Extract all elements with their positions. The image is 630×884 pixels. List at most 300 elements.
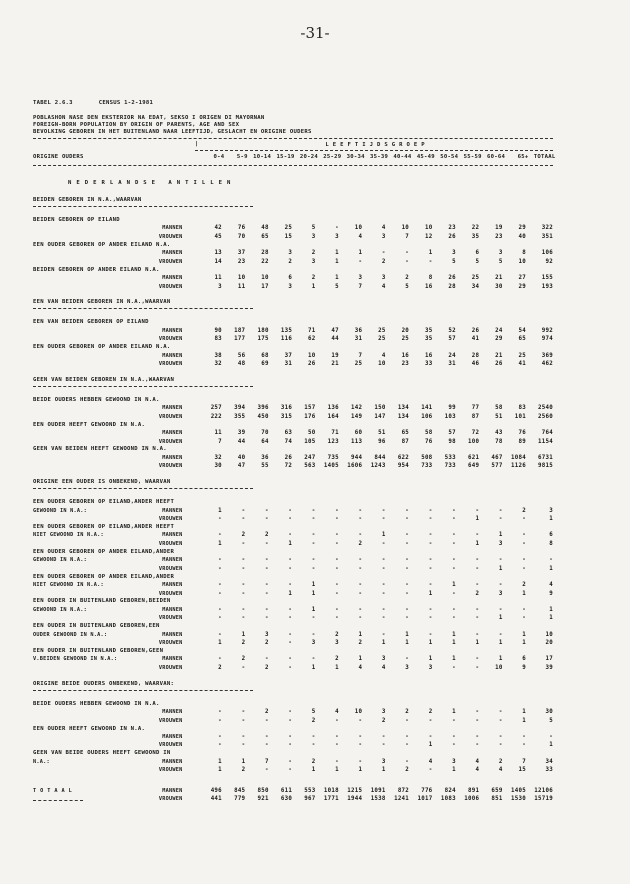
cell: - [335, 758, 339, 765]
table-row [33, 742, 553, 751]
column-header: 15-19 [276, 154, 295, 160]
cell: - [311, 541, 316, 548]
cell: 4 [381, 664, 386, 671]
sex-label: VROUWEN [158, 233, 183, 240]
cell: - [335, 541, 339, 548]
group-label: EEN OUDER HEEFT GEWOOND IN N.A. [33, 421, 146, 428]
cell: - [358, 516, 363, 523]
cell: - [288, 733, 293, 740]
group-label: OUDER GEWOOND IN N.A.: [33, 631, 108, 638]
cell: - [264, 581, 269, 588]
cell: 577 [491, 463, 503, 470]
cell: - [335, 606, 339, 613]
cell: 1 [452, 631, 456, 638]
cell: 105 [304, 438, 316, 445]
cell: - [381, 565, 386, 572]
cell: 496 [210, 787, 222, 794]
cell: - [335, 742, 339, 749]
cell: 71 [308, 327, 316, 334]
cell: - [522, 557, 526, 564]
table-id: TABEL 2.6.3 [33, 100, 73, 106]
cell: - [522, 516, 526, 523]
cell: 98 [448, 438, 456, 445]
cell: - [452, 717, 456, 724]
cell: 7 [522, 758, 526, 765]
cell: 2 [405, 709, 410, 716]
cell: - [452, 516, 456, 523]
table-row [33, 766, 553, 775]
cell: 3 [335, 233, 339, 240]
table-row [33, 405, 553, 414]
sex-label: MANNEN [162, 327, 183, 334]
cell: 47 [331, 327, 339, 334]
sex-label: MANNEN [162, 507, 183, 514]
cell: 25 [284, 225, 293, 232]
cell: - [264, 742, 269, 749]
cell: 25 [518, 352, 526, 359]
cell: 4 [549, 581, 553, 588]
cell: 69 [261, 361, 269, 368]
cell: 55 [261, 463, 269, 470]
sex-label: VROUWEN [158, 717, 183, 724]
cell: 135 [280, 327, 293, 334]
cell: - [405, 717, 410, 724]
cell: 38 [214, 352, 222, 359]
cell: 74 [284, 438, 293, 445]
cell: 10 [354, 225, 363, 232]
cell: 3 [381, 656, 386, 663]
cell: 44 [331, 336, 339, 343]
cell: - [405, 758, 410, 765]
cell: 2 [405, 274, 410, 281]
column-header: 45-49 [416, 154, 435, 160]
cell: 1084 [511, 454, 526, 461]
group-label: EEN OUDER HEEFT GEWOOND IN N.A. [33, 725, 146, 732]
cell: 2 [522, 581, 526, 588]
cell: 48 [261, 225, 269, 232]
cell: - [475, 581, 480, 588]
cell: 1 [335, 664, 339, 671]
cell: - [218, 615, 222, 622]
group-label: EEN OUDER GEBOREN OP ANDER EILAND,ANDER [33, 573, 175, 580]
cell: 872 [397, 787, 410, 794]
cell: 10 [261, 274, 269, 281]
cell: - [264, 606, 269, 613]
cell: - [405, 590, 410, 597]
cell: 355 [234, 413, 246, 420]
cell: 136 [327, 405, 339, 412]
cell: 57 [448, 430, 456, 437]
cell: - [264, 717, 269, 724]
cell: 87 [401, 438, 410, 445]
cell: - [381, 733, 386, 740]
cell: 2 [311, 717, 316, 724]
cell: 21 [331, 361, 339, 368]
cell: - [218, 581, 222, 588]
cell: 10 [308, 352, 316, 359]
column-header: 55-59 [463, 154, 482, 160]
cell: 3 [498, 541, 503, 548]
cell: 257 [210, 405, 222, 412]
cell: 21 [495, 352, 503, 359]
cell: 76 [424, 438, 433, 445]
cell: 22 [471, 225, 480, 232]
cell: 4 [475, 767, 480, 774]
cell: - [522, 565, 526, 572]
cell: 5 [311, 709, 316, 716]
cell: 315 [280, 413, 293, 420]
cell: - [358, 758, 363, 765]
cell: - [405, 733, 410, 740]
cell: - [241, 742, 246, 749]
cell: - [381, 557, 386, 564]
cell: 1 [218, 507, 222, 514]
cell: - [264, 733, 269, 740]
cell: - [475, 742, 480, 749]
cell: 24 [495, 327, 503, 334]
cell: 56 [237, 352, 246, 359]
cell: 3 [428, 664, 433, 671]
cell: 26 [495, 361, 503, 368]
cell: 733 [421, 463, 433, 470]
cell: 65 [261, 233, 269, 240]
cell: 187 [234, 327, 246, 334]
cell: 1 [311, 590, 316, 597]
table-section [33, 377, 553, 471]
cell: 1 [475, 541, 480, 548]
column-headers [201, 154, 555, 161]
table-section [33, 197, 553, 291]
cell: - [358, 581, 363, 588]
table-section [33, 681, 553, 775]
cell: 25 [378, 327, 386, 334]
cell: 17 [545, 656, 553, 663]
cell: 1 [452, 581, 456, 588]
cell: 2560 [538, 413, 553, 420]
cell: 25 [471, 274, 480, 281]
cell: 28 [471, 352, 480, 359]
table-row [33, 556, 553, 565]
cell: 2540 [538, 405, 553, 412]
cell: - [218, 516, 222, 523]
sex-label: MANNEN [162, 250, 183, 257]
cell: 1 [381, 532, 386, 539]
cell: 3 [498, 590, 503, 597]
cell: - [498, 516, 503, 523]
cell: 2 [241, 767, 246, 774]
cell: 1 [335, 767, 339, 774]
sex-label: MANNEN [162, 352, 183, 359]
cell: 2 [311, 250, 316, 257]
cell: 396 [257, 405, 269, 412]
cell: 30 [214, 463, 222, 470]
group-label: EEN OUDER IN BUITENLAND GEBOREN,EEN [33, 623, 160, 630]
cell: 1771 [323, 796, 339, 803]
cell: - [358, 565, 363, 572]
cell: 26 [448, 233, 456, 240]
cell: 247 [304, 454, 316, 461]
cell: 64 [261, 438, 269, 445]
cell: - [405, 541, 410, 548]
cell: - [288, 631, 293, 638]
cell: - [549, 733, 553, 740]
cell: - [311, 656, 316, 663]
cell: 101 [514, 413, 526, 420]
cell: - [522, 532, 526, 539]
cell: 4 [381, 283, 386, 290]
cell: 1 [428, 742, 433, 749]
total-label: TOTAAL [33, 787, 76, 794]
cell: - [428, 516, 433, 523]
table-row [33, 283, 553, 292]
cell: 1 [335, 274, 339, 281]
cell: 106 [421, 413, 433, 420]
sex-label: MANNEN [162, 606, 183, 613]
cell: 65 [401, 430, 410, 437]
cell: 35 [471, 233, 480, 240]
cell: 1 [498, 656, 503, 663]
cell: 29 [518, 283, 526, 290]
cell: 1 [311, 581, 316, 588]
table-row [33, 733, 553, 742]
table-row [33, 463, 553, 472]
cell: 1 [241, 631, 246, 638]
table-row [33, 249, 553, 258]
cell: 13 [214, 250, 222, 257]
cell: 52 [448, 327, 456, 334]
sex-label: MANNEN [162, 656, 183, 663]
cell: - [405, 656, 410, 663]
cell: 157 [304, 405, 316, 412]
cell: 5 [405, 283, 410, 290]
cell: - [264, 615, 269, 622]
cell: 1 [428, 640, 433, 647]
cell: - [335, 516, 339, 523]
cell: 659 [491, 787, 503, 794]
table-row [33, 429, 553, 438]
cell: 1606 [347, 463, 363, 470]
cell: 1 [522, 590, 526, 597]
cell: 1083 [440, 796, 456, 803]
group-label: NIET GEWOOND IN N.A.: [33, 532, 104, 539]
cell: 147 [374, 413, 386, 420]
cell: 7 [358, 283, 363, 290]
cell: - [288, 606, 293, 613]
sex-label: VROUWEN [158, 615, 183, 622]
cell: - [428, 717, 433, 724]
cell: 1405 [323, 463, 339, 470]
cell: - [381, 581, 386, 588]
cell: - [358, 532, 363, 539]
cell: 322 [541, 225, 553, 232]
sex-label: MANNEN [162, 581, 183, 588]
cell: 96 [378, 438, 386, 445]
cell: 40 [237, 454, 246, 461]
cell: - [475, 565, 480, 572]
cell: 32 [214, 454, 222, 461]
cell: 967 [304, 796, 316, 803]
cell: - [335, 733, 339, 740]
cell: 2 [241, 656, 246, 663]
cell: 891 [467, 787, 480, 794]
cell: 25 [378, 336, 386, 343]
cell: 1 [498, 532, 503, 539]
cell: - [475, 664, 480, 671]
cell: - [288, 581, 293, 588]
cell: - [381, 606, 386, 613]
cell: 845 [234, 787, 246, 794]
table-row [33, 274, 553, 283]
cell: - [405, 557, 410, 564]
group-label: EEN OUDER GEBOREN OP EILAND,ANDER HEEFT [33, 499, 175, 506]
group-label: GEWOOND IN N.A.: [33, 557, 87, 564]
group-label: EEN OUDER IN BUITENLAND GEBOREN,BEIDEN [33, 598, 171, 605]
cell: 180 [257, 327, 269, 334]
section-title: EEN VAN BEIDEN GEBOREN IN N.A.,WAARVAN [33, 299, 171, 306]
cell: 2 [264, 709, 269, 716]
title-dutch: BEVOLKING GEBOREN IN HET BUITENLAND NAAR LEEFTIJD, GESLACHT EN ORIGINE OUDERS [33, 129, 312, 135]
cell: 10 [545, 631, 553, 638]
cell: 65 [518, 336, 526, 343]
cell: - [498, 581, 503, 588]
cell: 3 [311, 258, 316, 265]
cell: 15 [518, 767, 526, 774]
cell: 1 [218, 767, 222, 774]
cell: 7 [358, 352, 363, 359]
cell: 76 [518, 430, 526, 437]
cell: - [288, 640, 293, 647]
cell: 27 [518, 274, 526, 281]
cell: 649 [467, 463, 480, 470]
cell: - [218, 565, 222, 572]
cell: - [311, 733, 316, 740]
cell: - [288, 758, 293, 765]
cell: 764 [541, 430, 553, 437]
page-number: -31- [300, 24, 330, 42]
cell: - [405, 532, 410, 539]
cell: - [498, 557, 503, 564]
cell: 3 [218, 283, 222, 290]
cell: 733 [444, 463, 456, 470]
cell: 4 [358, 664, 363, 671]
group-label: EEN OUDER GEBOREN OP EILAND,ANDER HEEFT [33, 524, 175, 531]
cell: 4 [498, 767, 503, 774]
cell: - [288, 717, 293, 724]
cell: 1944 [347, 796, 363, 803]
cell: 23 [237, 258, 246, 265]
cell: 394 [234, 405, 246, 412]
cell: 142 [351, 405, 363, 412]
table-row [33, 352, 553, 361]
cell: 4 [358, 233, 363, 240]
cell: 9815 [538, 463, 553, 470]
table-row [33, 540, 553, 549]
cell: - [288, 709, 293, 716]
cell: 3 [381, 758, 386, 765]
table-row [33, 565, 553, 574]
cell: - [405, 507, 410, 514]
cell: - [452, 590, 456, 597]
cell: - [428, 581, 433, 588]
cell: - [288, 664, 293, 671]
sex-label: VROUWEN [158, 541, 183, 548]
cell: 2 [264, 664, 269, 671]
cell: 3 [549, 507, 553, 514]
cell: - [405, 516, 410, 523]
cell: 29 [495, 336, 503, 343]
cell: - [381, 541, 386, 548]
cell: - [335, 590, 339, 597]
column-header: 5-9 [236, 154, 248, 160]
cell: 1241 [394, 796, 410, 803]
cell: 1 [335, 250, 339, 257]
cell: 164 [327, 413, 339, 420]
cell: 33 [424, 361, 433, 368]
cell: 134 [397, 405, 410, 412]
cell: 2 [311, 758, 316, 765]
cell: - [475, 717, 480, 724]
cell: 51 [378, 430, 386, 437]
cell: 35 [424, 336, 433, 343]
cell: - [522, 733, 526, 740]
column-header: 30-34 [346, 154, 365, 160]
region-title: NEDERLANDSE ANTILLEN [68, 180, 236, 186]
cell: - [475, 709, 480, 716]
cell: 41 [518, 361, 526, 368]
cell: - [475, 733, 480, 740]
cell: - [498, 742, 503, 749]
sex-label: VROUWEN [158, 742, 183, 749]
cell: 1 [288, 590, 293, 597]
cell: - [288, 565, 293, 572]
table-row [33, 515, 553, 524]
cell: 1 [428, 656, 433, 663]
cell: 21 [495, 274, 503, 281]
cell: 149 [351, 413, 363, 420]
cell: - [475, 532, 480, 539]
cell: 68 [261, 352, 269, 359]
cell: - [498, 631, 503, 638]
table-row [33, 336, 553, 345]
table-row: VROUWEN 441 779 921 630 967 1771 1944 1538 1241 1017 1083 1006 851 1530 15719 [33, 796, 553, 805]
cell: - [218, 606, 222, 613]
cell: 26 [471, 327, 480, 334]
column-group-label: LEEFTIJDSGROEP [325, 142, 429, 148]
cell: - [218, 532, 222, 539]
cell: 533 [444, 454, 456, 461]
cell: 23 [495, 233, 503, 240]
sex-label: MANNEN [162, 405, 183, 412]
cell: - [498, 709, 503, 716]
sex-label: MANNEN [162, 454, 183, 461]
cell: 1 [549, 742, 553, 749]
cell: - [428, 615, 433, 622]
sex-label: VROUWEN [158, 361, 183, 368]
cell: 14 [214, 258, 222, 265]
sex-label: MANNEN [162, 225, 183, 232]
cell: 1 [335, 258, 339, 265]
group-label: GEWOOND IN N.A.: [33, 507, 87, 514]
cell: 735 [327, 454, 339, 461]
cell: 39 [237, 430, 246, 437]
cell: - [475, 507, 480, 514]
section-title: BEIDEN GEBOREN IN N.A.,WAARVAN [33, 197, 142, 203]
cell: 3 [311, 233, 316, 240]
cell: - [475, 656, 480, 663]
cell: - [241, 664, 246, 671]
cell: - [475, 631, 480, 638]
cell: 441 [210, 796, 222, 803]
